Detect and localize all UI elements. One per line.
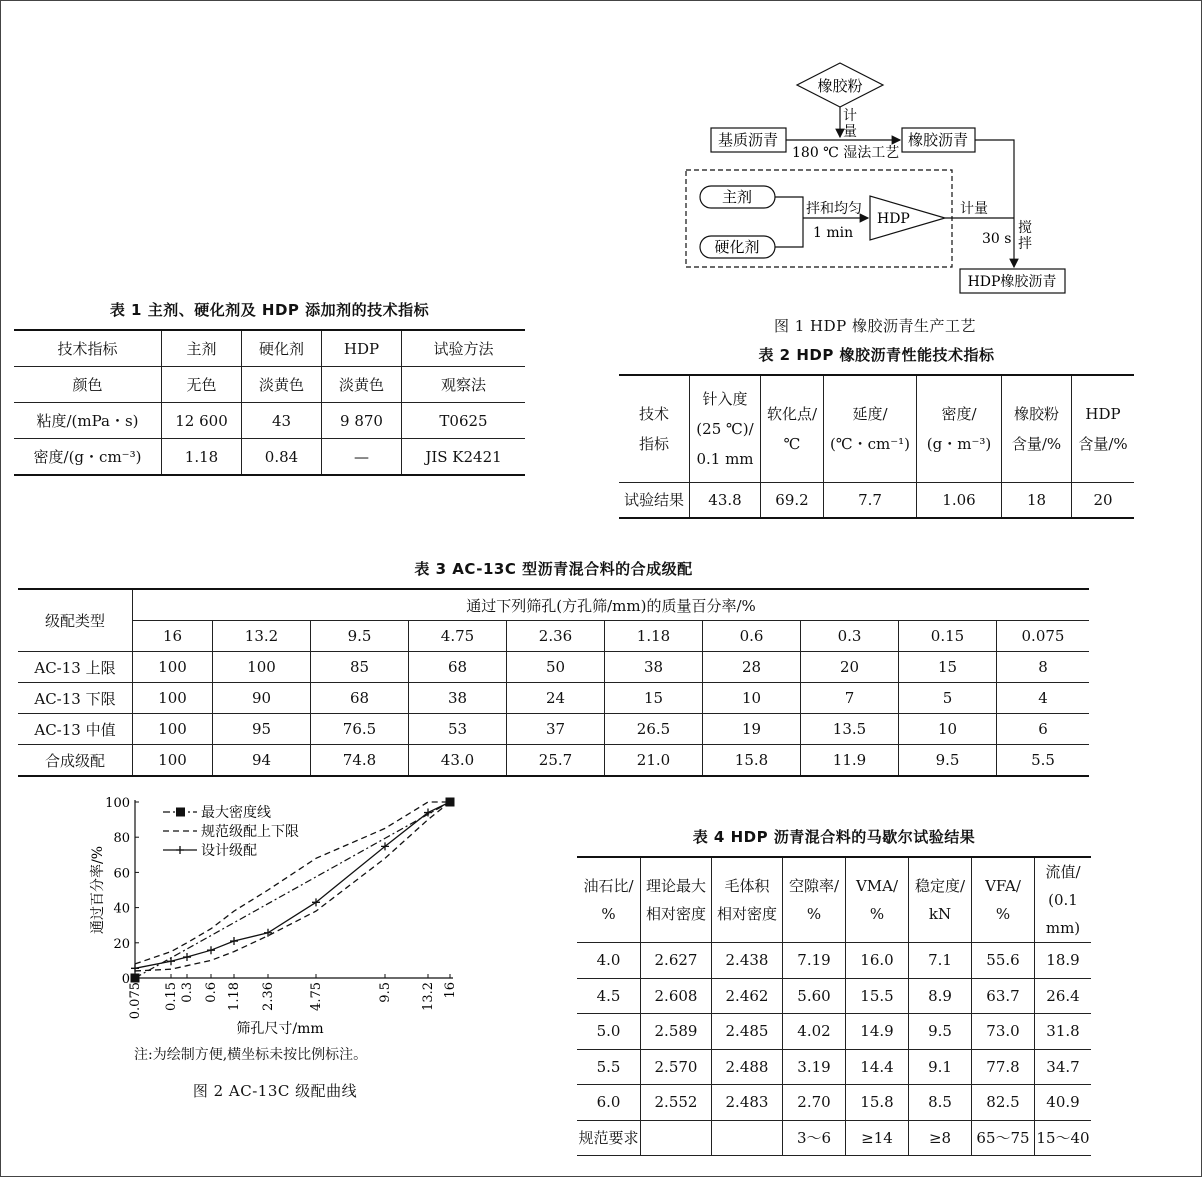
table3-cell: 24 — [507, 683, 605, 714]
y-tick-label: 20 — [113, 936, 130, 952]
table4-header-line: 理论最大 — [645, 877, 706, 895]
table4-header-cell — [712, 857, 783, 943]
table4-cell: 8.9 — [909, 978, 972, 1014]
table4-header-cell — [909, 857, 972, 943]
table4-row — [577, 1014, 1091, 1050]
legend-label-max-density: 最大密度线 — [201, 805, 271, 821]
figure2-caption: 图 2 AC-13C 级配曲线 — [192, 1082, 358, 1100]
table3-sieve-cell: 0.6 — [703, 621, 801, 652]
table4-header-cell — [846, 857, 909, 943]
hdp-rubber-asphalt-label: HDP橡胶沥青 — [967, 274, 1057, 290]
table1-caption: 表 1 主剂、硬化剂及 HDP 添加剂的技术指标 — [109, 301, 430, 319]
table3-cell: 15 — [899, 652, 997, 683]
table4-header-line: 相对密度 — [716, 905, 777, 923]
table4-cell: 4.5 — [577, 978, 641, 1014]
table2-header-cell — [1002, 375, 1072, 483]
table1-cell: 12 600 — [162, 403, 242, 439]
table2-header-line: 密度/ — [941, 405, 977, 423]
table4-cell: 5.60 — [783, 978, 846, 1014]
legend-marker-design — [176, 846, 184, 854]
table4-cell: 5.5 — [577, 1049, 641, 1085]
table4-cell: 规范要求 — [578, 1129, 639, 1148]
table3-row — [18, 683, 1089, 714]
legend-label-spec-limits: 规范级配上下限 — [201, 824, 299, 840]
table2-caption: 表 2 HDP 橡胶沥青性能技术指标 — [758, 346, 995, 364]
table3-cell: 25.7 — [507, 745, 605, 777]
table1-cell: 9 870 — [322, 403, 402, 439]
table2-header-line: 延度/ — [852, 405, 888, 423]
table4-cell: 7.1 — [909, 943, 972, 979]
table1-cell: 观察法 — [402, 367, 526, 403]
table1-header-cell: HDP — [322, 330, 402, 367]
table4-header-line: 毛体积 — [724, 877, 770, 895]
table3-caption: 表 3 AC-13C 型沥青混合料的合成级配 — [414, 560, 693, 578]
table4-cell: 2.608 — [641, 978, 712, 1014]
table3 — [18, 588, 1089, 777]
table3-sieve-cell: 0.3 — [801, 621, 899, 652]
table1-cell: 颜色 — [14, 367, 162, 403]
table4-cell: 7.19 — [783, 943, 846, 979]
design-point — [230, 937, 238, 945]
table3-cell: 5.5 — [997, 745, 1090, 777]
table4-header-line: VFA/ — [985, 877, 1021, 895]
table4-cell: 65～75 — [972, 1120, 1035, 1156]
table4-cell — [641, 1120, 712, 1156]
table3-row — [18, 652, 1089, 683]
table1-header-cell: 硬化剂 — [242, 330, 322, 367]
table4-cell: 9.1 — [909, 1049, 972, 1085]
base-asphalt-label: 基质沥青 — [717, 131, 779, 149]
table3-cell: 100 — [213, 652, 311, 683]
table3-cell: 5 — [899, 683, 997, 714]
table3-row-name: AC-13 下限 — [18, 683, 133, 714]
table4-cell: 55.6 — [972, 943, 1035, 979]
table4-header-line: 流值/ — [1045, 863, 1081, 881]
table3-cell: 13.5 — [801, 714, 899, 745]
table2-header-line: 技术 — [638, 405, 669, 423]
table4-header-cell — [972, 857, 1035, 943]
table2-header-cell — [917, 375, 1002, 483]
table3-cell: 100 — [133, 683, 213, 714]
y-tick-label: 80 — [113, 831, 130, 847]
table4-cell: 5.0 — [577, 1014, 641, 1050]
table3-cell: 11.9 — [801, 745, 899, 777]
table4-cell: 16.0 — [846, 943, 909, 979]
table4-cell: 31.8 — [1035, 1014, 1092, 1050]
table3-sieve-cell: 0.075 — [997, 621, 1090, 652]
table4-cell: 2.627 — [641, 943, 712, 979]
one-min-label: 1 min — [813, 225, 854, 241]
table4-cell: 14.4 — [846, 1049, 909, 1085]
table2-header-cell — [761, 375, 824, 483]
table1-cell: 43 — [242, 403, 322, 439]
table3-sieve-cell: 16 — [133, 621, 213, 652]
table4-cell: 15.8 — [846, 1085, 909, 1121]
design-point — [264, 929, 272, 937]
table4-cell: 14.9 — [846, 1014, 909, 1050]
table3-cell: 100 — [133, 745, 213, 777]
table2-cell: 7.7 — [824, 483, 917, 519]
max-density-marker — [131, 974, 140, 983]
table4-row — [577, 1085, 1091, 1121]
table4-cell: 3.19 — [783, 1049, 846, 1085]
rubber-powder-label: 橡胶粉 — [817, 77, 863, 95]
table4-cell: 2.488 — [712, 1049, 783, 1085]
figure2-note: 注:为绘制方便,横坐标未按比例标注。 — [134, 1047, 368, 1063]
table2-header-line: 含量/% — [1011, 435, 1062, 453]
table1-header-row — [14, 330, 525, 367]
table4-header-line: 空隙率/ — [788, 877, 840, 895]
table4-cell: 18.9 — [1035, 943, 1092, 979]
table4-cell: ≥8 — [909, 1120, 972, 1156]
table2-header-line: (25 ℃)/ — [696, 420, 754, 438]
table2-cell: 20 — [1072, 483, 1135, 519]
table3-sieve-cell: 2.36 — [507, 621, 605, 652]
legend-label-design: 设计级配 — [201, 843, 257, 859]
table1-header-cell: 试验方法 — [402, 330, 526, 367]
table4-cell — [712, 1120, 783, 1156]
table3-sieve-cell: 9.5 — [311, 621, 409, 652]
table1-row — [14, 403, 525, 439]
table1-cell: 淡黄色 — [322, 367, 402, 403]
table4-cell: 4.0 — [577, 943, 641, 979]
table4-header-cell — [783, 857, 846, 943]
table4-cell: 8.5 — [909, 1085, 972, 1121]
table2-header-line: HDP — [1085, 405, 1121, 423]
table4-cell: 3～6 — [783, 1120, 846, 1156]
table2-header-line: 针入度 — [702, 390, 748, 408]
table1-cell: 密度/(g・cm⁻³) — [33, 448, 142, 466]
table2-header-cell — [824, 375, 917, 483]
table4 — [577, 856, 1091, 1156]
table4-cell: 2.552 — [641, 1085, 712, 1121]
table3-sieve-cell: 13.2 — [213, 621, 311, 652]
table4-header-row — [577, 857, 1091, 943]
table3-cell: 43.0 — [409, 745, 507, 777]
table3-cell: 37 — [507, 714, 605, 745]
table2-header-line: ℃ — [783, 435, 801, 453]
design-point — [207, 946, 215, 954]
table4-header-line: (0.1 mm) — [1045, 891, 1081, 937]
table1-header-cell: 主剂 — [162, 330, 242, 367]
table4-cell: 2.570 — [641, 1049, 712, 1085]
table4-cell: 34.7 — [1035, 1049, 1092, 1085]
table3-cell: 76.5 — [311, 714, 409, 745]
table3-sieve-cell: 4.75 — [409, 621, 507, 652]
table4-header-line: % — [869, 905, 885, 923]
table3-sieve-cell: 0.15 — [899, 621, 997, 652]
gradation-chart — [80, 790, 480, 1040]
table3-cell: 100 — [133, 714, 213, 745]
y-tick-label: 40 — [113, 901, 130, 917]
table3-cell: 21.0 — [605, 745, 703, 777]
y-tick-label: 100 — [105, 796, 130, 811]
table1-cell: 无色 — [162, 367, 242, 403]
x-tick-label: 4.75 — [309, 982, 324, 1011]
table3-cell: 9.5 — [899, 745, 997, 777]
table3-type-header: 级配类型 — [18, 589, 133, 652]
table2-cell: 43.8 — [690, 483, 761, 519]
main-agent-label: 主剂 — [721, 188, 753, 206]
table1-cell: JIS K2421 — [402, 439, 526, 476]
mix-uniform-label: 拌和均匀 — [806, 201, 862, 217]
x-tick-label: 0.15 — [164, 982, 179, 1011]
metering-label: 计量 — [960, 201, 988, 217]
table2-header-line: 指标 — [638, 435, 669, 453]
table4-cell: 9.5 — [909, 1014, 972, 1050]
table3-cell: 10 — [703, 683, 801, 714]
table4-cell: 63.7 — [972, 978, 1035, 1014]
x-tick-label: 0.6 — [204, 982, 219, 1003]
table1-row — [14, 439, 525, 476]
table3-row-name: AC-13 上限 — [18, 652, 133, 683]
table3-cell: 8 — [997, 652, 1090, 683]
table3-cell: 50 — [507, 652, 605, 683]
y-tick-label: 0 — [121, 972, 130, 987]
table2-header-cell — [690, 375, 761, 483]
table4-cell: 15.5 — [846, 978, 909, 1014]
table4-header-cell — [1035, 857, 1092, 943]
table3-group-header: 通过下列筛孔(方孔筛/mm)的质量百分率/% — [133, 589, 1090, 621]
table4-cell: 4.02 — [783, 1014, 846, 1050]
table4-header-cell — [641, 857, 712, 943]
table3-cell: 38 — [605, 652, 703, 683]
merge-lines — [775, 197, 803, 247]
table4-header-line: VMA/ — [855, 877, 899, 895]
table2-header-cell — [619, 375, 690, 483]
table4-header-line: 相对密度 — [645, 905, 706, 923]
table4-cell: 2.70 — [783, 1085, 846, 1121]
table4-cell: 2.462 — [712, 978, 783, 1014]
table3-sieve-row — [18, 621, 1089, 652]
table2-cell: 18 — [1002, 483, 1072, 519]
table4-cell: 40.9 — [1035, 1085, 1092, 1121]
table3-cell: 7 — [801, 683, 899, 714]
table4-cell: 6.0 — [577, 1085, 641, 1121]
table2-header-row — [619, 375, 1134, 483]
legend-marker-max-density — [176, 808, 185, 817]
table4-row — [577, 1120, 1091, 1156]
table3-cell: 38 — [409, 683, 507, 714]
table3-cell: 6 — [997, 714, 1090, 745]
table4-cell: 26.4 — [1035, 978, 1092, 1014]
table2-header-line: (g・m⁻³) — [926, 435, 992, 453]
table3-row-name: AC-13 中值 — [18, 714, 133, 745]
table3-cell: 53 — [409, 714, 507, 745]
x-tick-label: 1.18 — [227, 982, 242, 1011]
table3-cell: 20 — [801, 652, 899, 683]
table3-cell: 95 — [213, 714, 311, 745]
table3-cell: 68 — [409, 652, 507, 683]
x-tick-label: 9.5 — [378, 982, 393, 1003]
wet-process-label: 180 ℃ 湿法工艺 — [792, 145, 900, 161]
table3-cell: 28 — [703, 652, 801, 683]
table3-cell: 26.5 — [605, 714, 703, 745]
table3-cell: 100 — [133, 652, 213, 683]
table1-cell: — — [322, 439, 402, 476]
table2-header-line: (℃・cm⁻¹) — [829, 435, 911, 453]
table4-caption: 表 4 HDP 沥青混合料的马歇尔试验结果 — [692, 828, 976, 846]
table1-cell: T0625 — [402, 403, 526, 439]
thirty-s-label: 30 s — [982, 231, 1012, 247]
table4-header-cell — [577, 857, 641, 943]
stir-v2: 拌 — [1018, 236, 1032, 252]
metering-v1: 计 — [843, 108, 857, 124]
table3-row — [18, 745, 1089, 777]
table2-cell: 69.2 — [761, 483, 824, 519]
table4-row — [577, 943, 1091, 979]
table2-header-line: 软化点/ — [766, 405, 818, 423]
table3-sieve-cell: 1.18 — [605, 621, 703, 652]
table3-cell: 4 — [997, 683, 1090, 714]
chart-legend — [163, 804, 299, 859]
table3-row — [18, 714, 1089, 745]
table4-cell: ≥14 — [846, 1120, 909, 1156]
metering-v2: 量 — [843, 124, 857, 140]
design-point — [167, 957, 175, 965]
table3-cell: 90 — [213, 683, 311, 714]
table3-cell: 15.8 — [703, 745, 801, 777]
x-tick-label: 0.3 — [180, 982, 195, 1003]
table4-cell: 82.5 — [972, 1085, 1035, 1121]
table4-header-line: % — [995, 905, 1011, 923]
table2-header-line: 0.1 mm — [696, 450, 754, 468]
table3-cell: 15 — [605, 683, 703, 714]
stir-v1: 搅 — [1018, 220, 1032, 236]
x-tick-label: 2.36 — [261, 982, 276, 1011]
table3-cell: 74.8 — [311, 745, 409, 777]
figure1-flow-diagram — [680, 60, 1080, 300]
x-tick-label: 0.075 — [128, 982, 143, 1020]
table3-cell: 85 — [311, 652, 409, 683]
table2-header-line: 含量/% — [1078, 435, 1128, 453]
table2-cell: 试验结果 — [623, 491, 684, 509]
table2-header-line: 橡胶粉 — [1013, 405, 1059, 423]
table4-row — [577, 1049, 1091, 1085]
table1-cell: 0.84 — [242, 439, 322, 476]
table4-cell: 15～40 — [1035, 1120, 1092, 1156]
figure1-caption: 图 1 HDP 橡胶沥青生产工艺 — [773, 317, 977, 335]
table3-cell: 68 — [311, 683, 409, 714]
table4-header-line: 稳定度/ — [914, 877, 966, 895]
table1-cell: 1.18 — [162, 439, 242, 476]
table4-row — [577, 978, 1091, 1014]
x-axis-label: 筛孔尺寸/mm — [236, 1021, 324, 1037]
table1-row — [14, 367, 525, 403]
table2-row — [619, 483, 1134, 519]
table1-cell: 淡黄色 — [242, 367, 322, 403]
table4-header-line: kN — [928, 905, 952, 923]
table3-group-header-row — [18, 589, 1089, 621]
design-point — [183, 953, 191, 961]
table4-header-line: % — [601, 905, 616, 923]
hardener-label: 硬化剂 — [714, 238, 760, 256]
y-axis-label: 通过百分率/% — [90, 845, 106, 935]
table3-row-name: 合成级配 — [44, 751, 105, 770]
table3-cell: 94 — [213, 745, 311, 777]
x-tick-label: 13.2 — [421, 982, 436, 1011]
table1 — [14, 329, 525, 476]
table3-cell: 19 — [703, 714, 801, 745]
table1-cell: 粘度/(mPa・s) — [14, 403, 162, 439]
table3-cell: 10 — [899, 714, 997, 745]
table2-cell: 1.06 — [917, 483, 1002, 519]
table1-header-cell: 技术指标 — [14, 330, 162, 367]
rubber-asphalt-label: 橡胶沥青 — [907, 131, 969, 149]
y-tick-label: 60 — [113, 866, 130, 882]
table4-cell: 73.0 — [972, 1014, 1035, 1050]
table4-cell: 2.485 — [712, 1014, 783, 1050]
table4-cell: 2.438 — [712, 943, 783, 979]
table4-cell: 2.589 — [641, 1014, 712, 1050]
x-tick-label: 16 — [443, 982, 458, 999]
table4-cell: 2.483 — [712, 1085, 783, 1121]
table4-header-line: 油石比/ — [583, 877, 634, 895]
table2 — [619, 374, 1134, 519]
table4-header-line: % — [806, 905, 822, 923]
table4-cell: 77.8 — [972, 1049, 1035, 1085]
hdp-label: HDP — [877, 211, 910, 227]
table2-header-cell — [1072, 375, 1135, 483]
